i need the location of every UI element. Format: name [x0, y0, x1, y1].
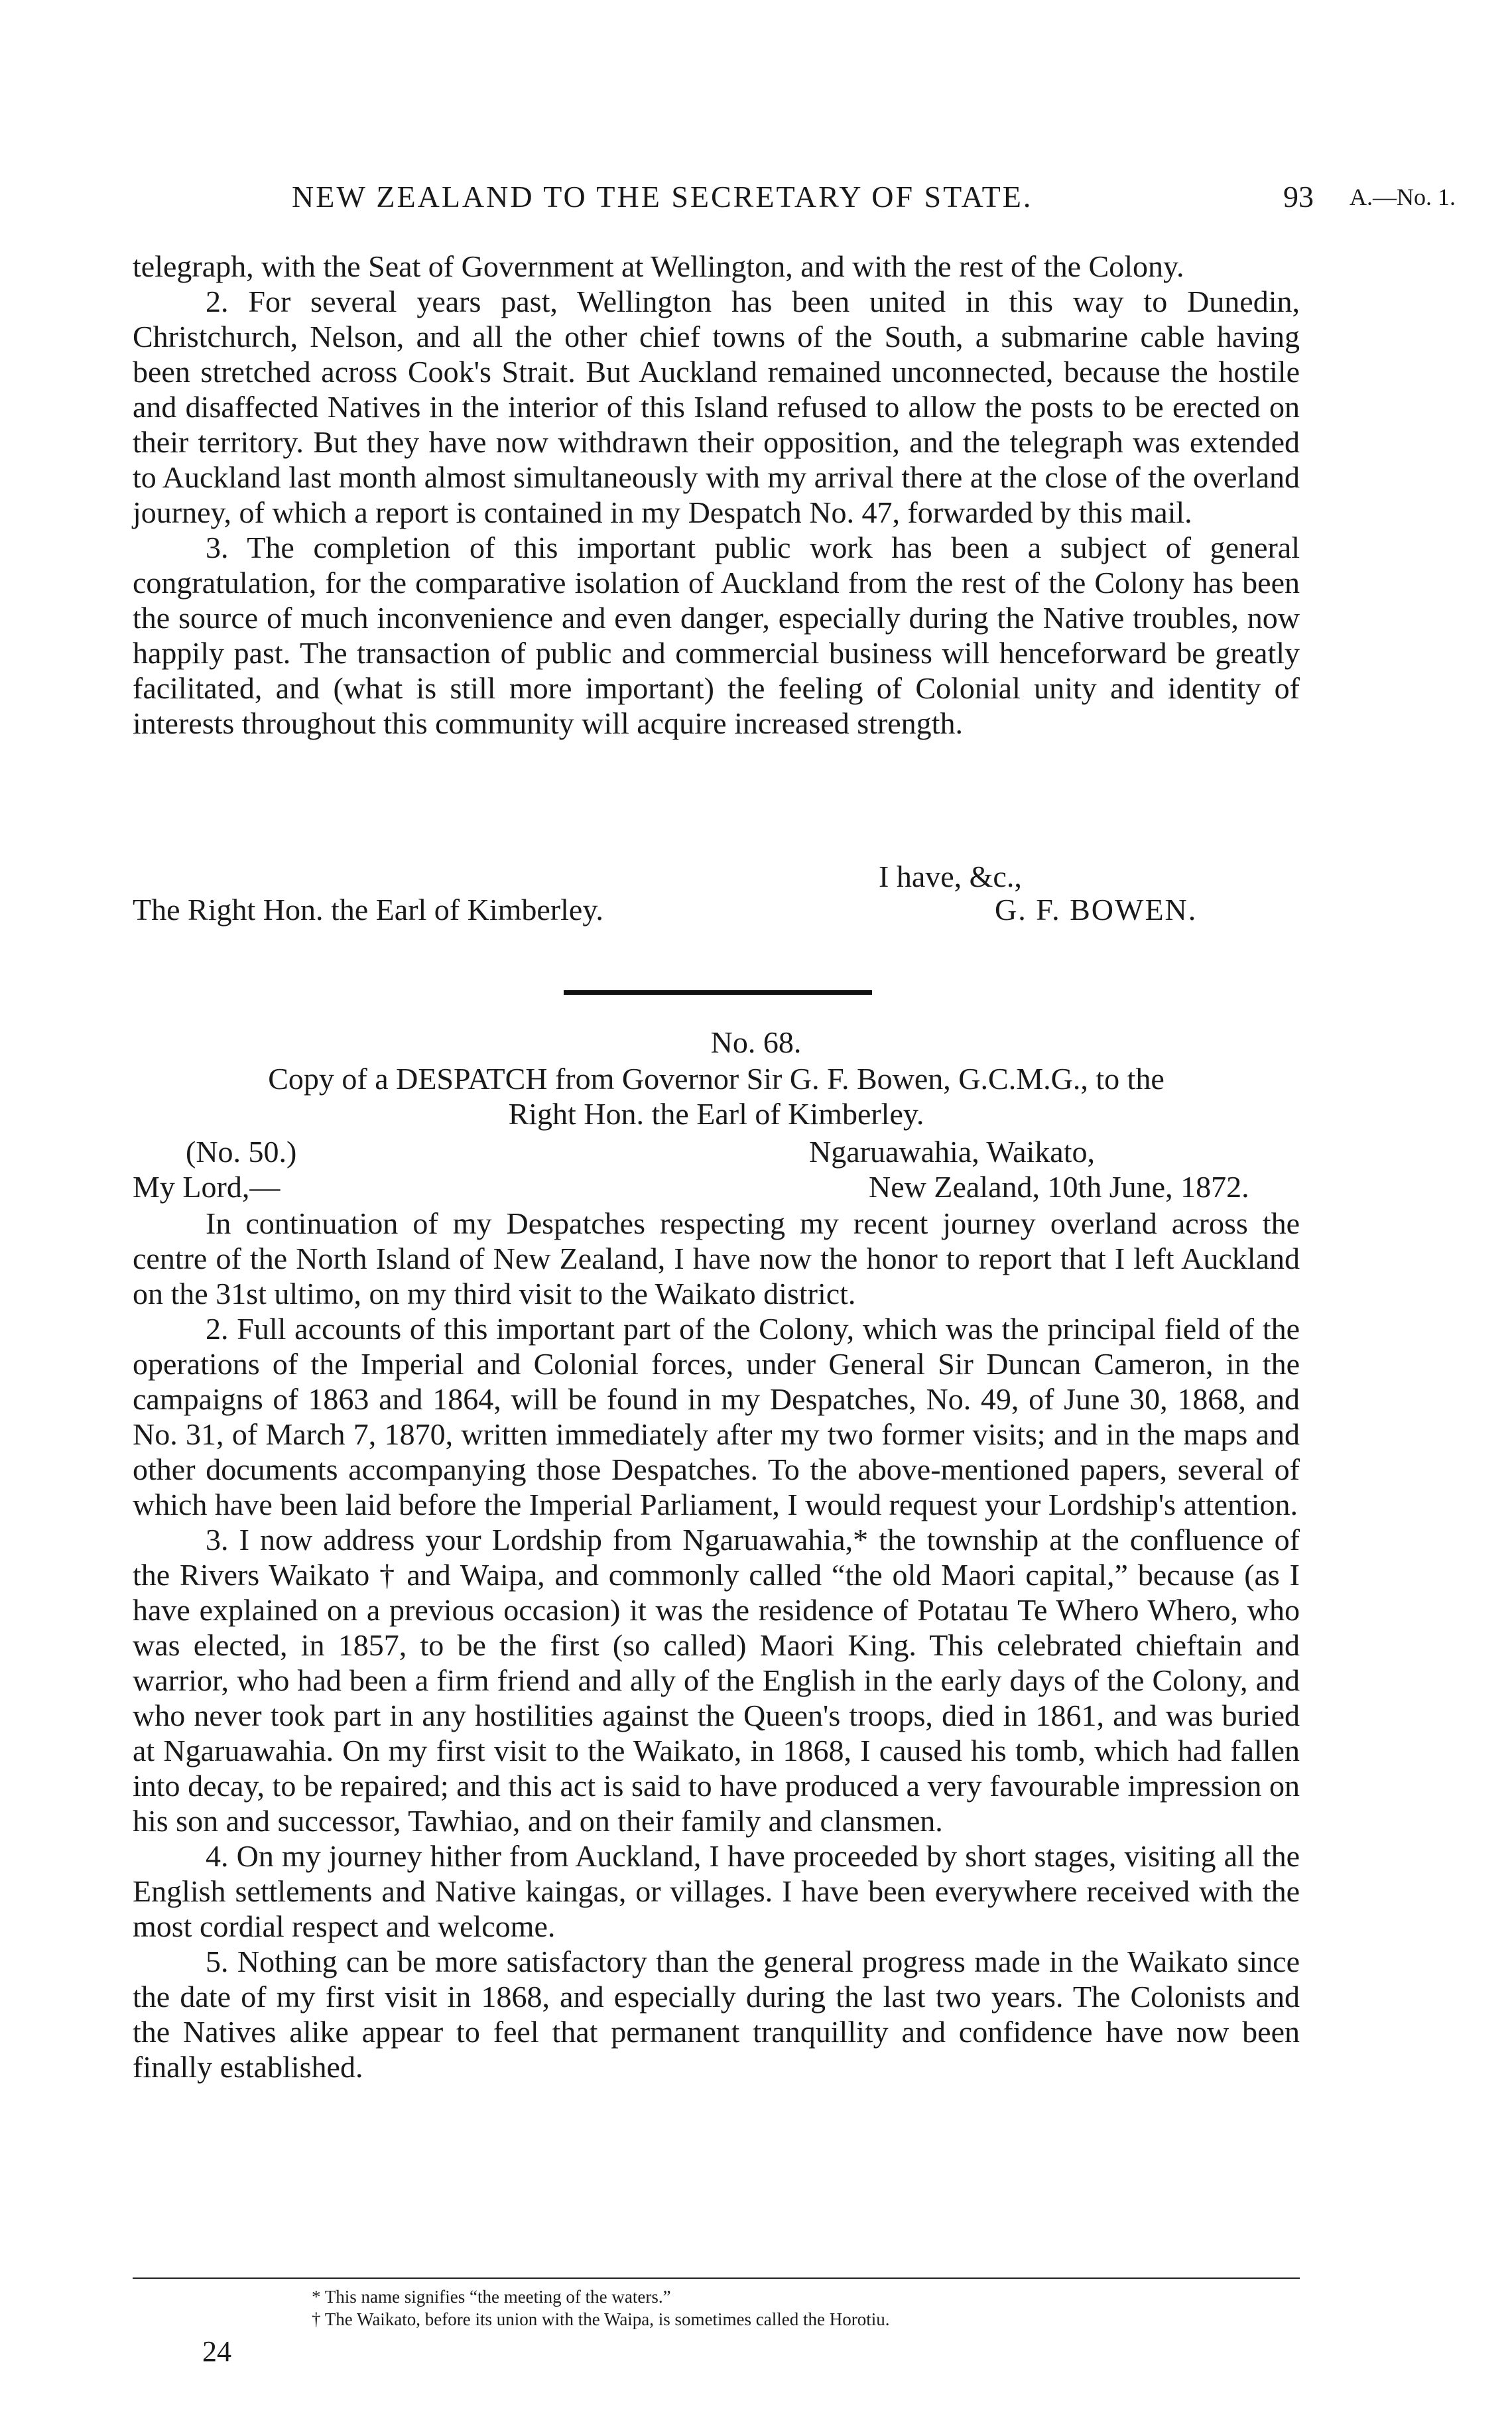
paragraph-continuation: telegraph, with the Seat of Government at Wellington, and with the rest of the Colony. — [133, 249, 1184, 283]
despatch-68-body — [133, 1206, 1300, 2084]
paragraph-3: 3. The completion of this important public work has been a subject of general congratulation, for the comparative isolation of Auckland from the rest of the Colony has been the source of much inconvenience and even danger, especially during the Native troubles, now happily past. The transaction of public and commercial business will henceforward be greatly facilitated, and (what is still more important) the feeling of Colonial unity and identity of interests throughout this community will acquire increased strength. — [133, 531, 1300, 740]
date-line: New Zealand, 10th June, 1872. — [869, 1170, 1249, 1204]
section-divider — [564, 990, 872, 995]
signature: G. F. BOWEN. — [995, 893, 1198, 927]
paragraph-2: 2. For several years past, Wellington has been united in this way to Dunedin, Christchurch, Nelson, and all the other chief towns of the South, a submarine cable having been stretched across Cook's Strait. But Auckland remained unconnected, because the hostile and disaffected Natives in the interior of this Island refused to allow the posts to be erected on their territory. But they have now withdrawn their opposition, and the telegraph was extended to Auckland last month almost simultaneously with my arrival there at the close of the overland journey, of which a report is contained in my Despatch No. 47, forwarded by this mail. — [133, 285, 1300, 529]
place-line: Ngaruawahia, Waikato, — [809, 1135, 1096, 1169]
sign-off: I have, &c., — [879, 860, 1022, 893]
paragraph-3: 3. I now address your Lordship from Ngaruawahia,* the township at the confluence of the Rivers Waikato † and Waipa, and commonly called “the old Maori capital,” because (as I have explained on a previous occasion) it was the residence of Potatau Te Whero Whero, who was elected, in 1857, to be the first (so called) Maori King. This celebrated chieftain and warrior, who had been a firm friend and ally of the English in the early days of the Colony, and who never took part in any hostilities against the Queen's troops, died in 1861, and was buried at Ngaruawahia. On my first visit to the Waikato, in 1868, I caused his tomb, which had fallen into decay, to be repaired; and this act is said to have produced a very favourable impression on his son and successor, Tawhiao, and on their family and clansmen. — [133, 1523, 1300, 1838]
paragraph-4: 4. On my journey hither from Auckland, I have proceeded by short stages, visiting all the English settlements and Native kaingas, or villages. I have been everywhere received with the most cordial respect and welcome. — [133, 1839, 1300, 1943]
footnote-2: † The Waikato, before its union with the Waipa, is sometimes called the Horotiu. — [312, 2309, 890, 2329]
footnote-1: * This name signifies “the meeting of the waters.” — [312, 2287, 671, 2307]
footnote-rule — [133, 2277, 1300, 2279]
heading-line-1: Copy of a DESPATCH from Governor Sir G. F. Bowen, G.C.M.G., to the — [268, 1062, 1165, 1096]
page-number: 93 — [1283, 180, 1314, 214]
heading-line-2: Right Hon. the Earl of Kimberley. — [508, 1097, 924, 1131]
running-head: NEW ZEALAND TO THE SECRETARY OF STATE. — [292, 180, 1033, 214]
salutation: My Lord,— — [133, 1170, 281, 1204]
despatch-67-body — [133, 249, 1300, 741]
dispatch-reference: (No. 50.) — [186, 1135, 297, 1169]
despatch-number: No. 68. — [710, 1025, 802, 1059]
paragraph-5: 5. Nothing can be more satisfactory than the general progress made in the Waikato since the date of my first visit in 1868, and especially during the last two years. The Colonists and the Natives alike appear to feel that permanent tranquillity and confidence have now been finally established. — [133, 1945, 1300, 2084]
signature-mark: 24 — [202, 2335, 231, 2368]
document-reference: A.—No. 1. — [1350, 184, 1456, 210]
despatch-heading — [133, 1061, 1300, 1131]
addressee: The Right Hon. the Earl of Kimberley. — [133, 893, 603, 927]
paragraph-1: In continuation of my Despatches respecting my recent journey overland across the centre of the North Island of New Zealand, I have now the honor to report that I left Auckland on the 31st ultimo, on my third visit to the Waikato district. — [133, 1206, 1300, 1311]
footnotes — [312, 2285, 889, 2331]
paragraph-2: 2. Full accounts of this important part of the Colony, which was the principal field of the operations of the Imperial and Colonial forces, under General Sir Duncan Cameron, in the campaigns of 1863 and 1864, will be found in my Despatches, No. 49, of June 30, 1868, and No. 31, of March 7, 1870, written immediately after my two former visits; and in the maps and other documents accompanying those Despatches. To the above-mentioned papers, several of which have been laid before the Imperial Parliament, I would request your Lordship's attention. — [133, 1312, 1300, 1521]
